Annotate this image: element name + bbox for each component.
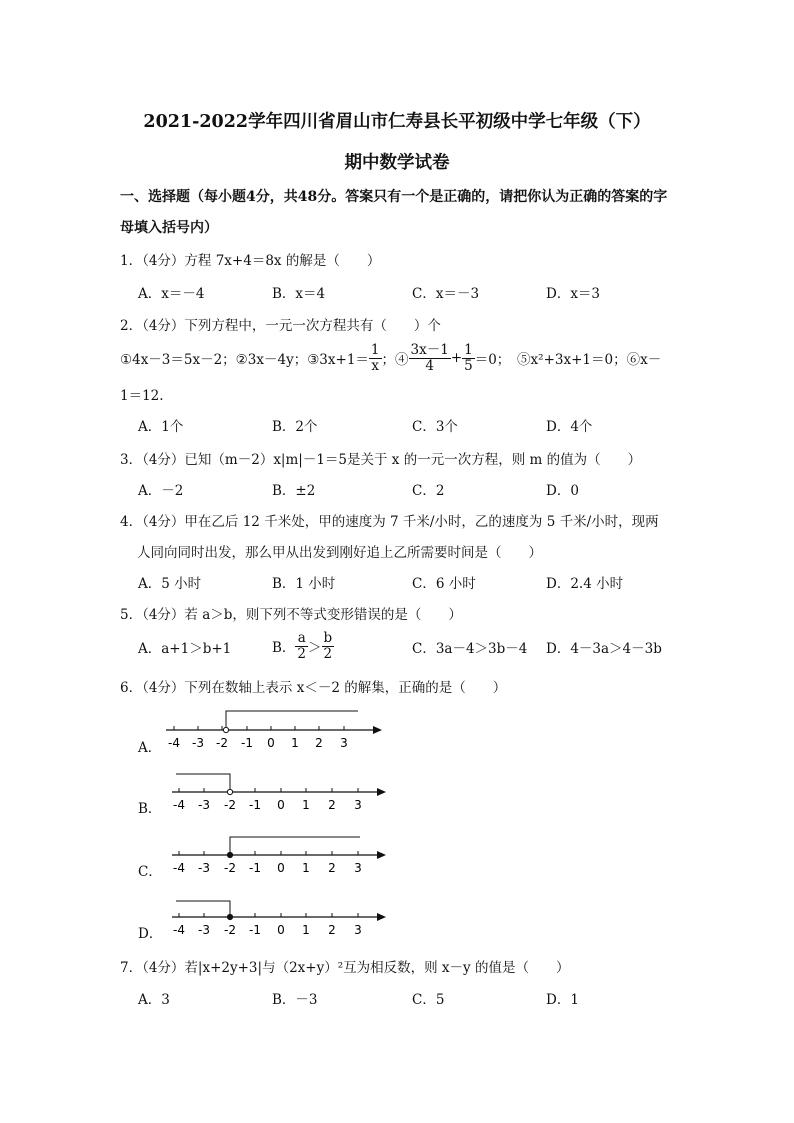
fraction-a-over-2 xyxy=(295,631,308,660)
q6-option-c-label: C． xyxy=(138,864,162,880)
fraction-denominator: 2 xyxy=(323,645,333,662)
q3-stem: 3．（4分）已知（m－2）x|m|－1＝5是关于 x 的一元一次方程，则 m 的值为（ ） xyxy=(120,452,642,468)
tick-label: -1 xyxy=(241,736,253,750)
tick-label: -4 xyxy=(173,923,185,937)
q2-fraction-1-over-x xyxy=(369,343,382,372)
q4-option-d: D．2.4 小时 xyxy=(546,576,624,592)
q5-option-d: D．4－3a＞4－3b xyxy=(546,641,662,657)
tick-label: -3 xyxy=(192,736,204,750)
number-line-a xyxy=(160,706,390,754)
closed-dot xyxy=(227,914,232,919)
fraction-denominator: 4 xyxy=(425,357,434,374)
fraction-numerator: 3x－1 xyxy=(410,342,449,359)
q1-stem: 1．（4分）方程 7x+4＝8x 的解是（ ） xyxy=(120,253,381,269)
tick-label: -4 xyxy=(173,798,185,812)
fraction-numerator: b xyxy=(323,630,333,647)
tick-label: 1 xyxy=(291,736,299,750)
q4-option-a: A．5 小时 xyxy=(138,576,202,592)
q2-option-c: C．3个 xyxy=(412,419,458,435)
tick-label: 2 xyxy=(328,923,336,937)
q2-option-d: D．4个 xyxy=(546,419,593,435)
tick-label: 1 xyxy=(302,923,310,937)
q4-option-b: B．1 小时 xyxy=(272,576,336,592)
q4-stem-line-1: 4．（4分）甲在乙后 12 千米处，甲的速度为 7 千米/小时，乙的速度为 5 千米/小时，现两 xyxy=(120,514,659,530)
open-dot xyxy=(227,789,232,794)
number-line-d xyxy=(166,893,396,941)
q6-option-b-label: B． xyxy=(138,801,162,817)
tick-label: 0 xyxy=(277,798,285,812)
tick-label: 2 xyxy=(315,736,323,750)
q5-option-b xyxy=(272,628,334,664)
q6-option-a-label: A． xyxy=(138,740,162,756)
tick-label: 1 xyxy=(302,861,310,875)
fraction-denominator: x xyxy=(371,357,380,374)
tick-label: 2 xyxy=(328,861,336,875)
tick-label: -1 xyxy=(249,861,261,875)
title-line-1: 2021-2022学年四川省眉山市仁寿县长平初级中学七年级（下） xyxy=(143,112,651,132)
tick-label: -3 xyxy=(198,923,210,937)
tick-label: 1 xyxy=(302,798,310,812)
tick-label: -4 xyxy=(173,861,185,875)
closed-dot xyxy=(227,852,232,857)
solution-bracket xyxy=(176,774,230,792)
q1-option-a: A．x＝－4 xyxy=(138,286,205,302)
tick-label: -2 xyxy=(224,923,236,937)
q2-stem: 2．（4分）下列方程中，一元一次方程共有（ ）个 xyxy=(120,318,441,334)
q2-items-part1: ①4x－3＝5x－2；②3x－4y；③3x+1＝ xyxy=(120,352,369,368)
q2-plus: + xyxy=(450,350,463,366)
q7-option-d: D．1 xyxy=(546,992,579,1008)
q6-stem: 6．（4分）下列在数轴上表示 x＜－2 的解集，正确的是（ ） xyxy=(120,680,507,696)
q7-option-b: B．－3 xyxy=(272,992,318,1008)
q7-option-a: A．3 xyxy=(138,992,170,1008)
title-line-2: 期中数学试卷 xyxy=(344,153,450,173)
tick-label: -1 xyxy=(249,923,261,937)
q2-fraction-1-over-5 xyxy=(462,343,475,372)
fraction-b-over-2 xyxy=(322,631,335,660)
number-line-b xyxy=(166,768,396,816)
solution-bracket xyxy=(176,901,230,917)
tick-label: -4 xyxy=(168,736,180,750)
q7-option-c: C．5 xyxy=(412,992,445,1008)
fraction-denominator: 2 xyxy=(297,645,307,662)
q2-fraction-3x-1-over-4 xyxy=(409,343,451,372)
tick-label: -1 xyxy=(249,798,261,812)
arrow-head-icon xyxy=(373,726,382,734)
tick-label: 3 xyxy=(354,923,362,937)
q5-option-c: C．3a－4＞3b－4 xyxy=(412,641,528,657)
q1-option-c: C．x＝－3 xyxy=(412,286,480,302)
tick-label: -2 xyxy=(224,798,236,812)
q1-option-d: D．x＝3 xyxy=(546,286,601,302)
q6-option-d-label: D． xyxy=(138,926,163,942)
q2-option-b: B．2个 xyxy=(272,419,318,435)
open-dot xyxy=(223,727,228,732)
greater-than-sign: ＞ xyxy=(308,640,322,656)
tick-label: 3 xyxy=(354,861,362,875)
solution-bracket xyxy=(226,711,358,730)
section-heading-line-1: 一、选择题（每小题4分，共48分。答案只有一个是正确的，请把你认为正确的答案的字 xyxy=(120,189,668,205)
arrow-head-icon xyxy=(377,913,386,921)
fraction-numerator: 1 xyxy=(464,342,473,359)
q5-stem: 5．（4分）若 a＞b，则下列不等式变形错误的是（ ） xyxy=(120,607,462,623)
solution-bracket xyxy=(230,837,360,855)
tick-label: 0 xyxy=(277,861,285,875)
q1-option-b: B．x＝4 xyxy=(272,286,326,302)
q3-option-b: B．±2 xyxy=(272,483,316,499)
fraction-denominator: 5 xyxy=(464,357,473,374)
arrow-head-icon xyxy=(377,788,386,796)
arrow-head-icon xyxy=(377,851,386,859)
q7-stem: 7．（4分）若|x+2y+3|与（2x+y）²互为相反数，则 x－y 的值是（ ） xyxy=(120,960,570,976)
tick-label: 3 xyxy=(340,736,348,750)
option-label: B． xyxy=(272,640,296,656)
tick-label: 3 xyxy=(354,798,362,812)
q3-option-a: A．－2 xyxy=(138,483,184,499)
q4-option-c: C．6 小时 xyxy=(412,576,476,592)
tick-label: -2 xyxy=(224,861,236,875)
fraction-numerator: 1 xyxy=(370,342,380,359)
q5-option-a: A．a+1＞b+1 xyxy=(138,641,232,657)
q4-stem-line-2: 人同向同时出发，那么甲从出发到刚好追上乙所需要时间是（ ） xyxy=(137,545,542,561)
tick-label: -2 xyxy=(216,736,228,750)
q3-option-c: C．2 xyxy=(412,483,445,499)
tick-label: -3 xyxy=(198,798,210,812)
q2-items-part2: ；④ xyxy=(381,352,409,368)
fraction-numerator: a xyxy=(295,631,308,646)
tick-label: 0 xyxy=(277,923,285,937)
tick-label: 0 xyxy=(267,736,275,750)
q2-equation-list xyxy=(120,340,661,376)
section-heading-line-2: 母填入括号内） xyxy=(120,220,218,236)
q3-option-d: D．0 xyxy=(546,483,579,499)
q2-items-part3: ＝0； ⑤x²+3x+1＝0；⑥x－ xyxy=(474,352,662,368)
tick-label: -3 xyxy=(198,861,210,875)
tick-label: 2 xyxy=(328,798,336,812)
number-line-c xyxy=(166,831,396,879)
q2-line-3: 1＝12. xyxy=(120,388,164,404)
q2-option-a: A．1个 xyxy=(138,419,184,435)
